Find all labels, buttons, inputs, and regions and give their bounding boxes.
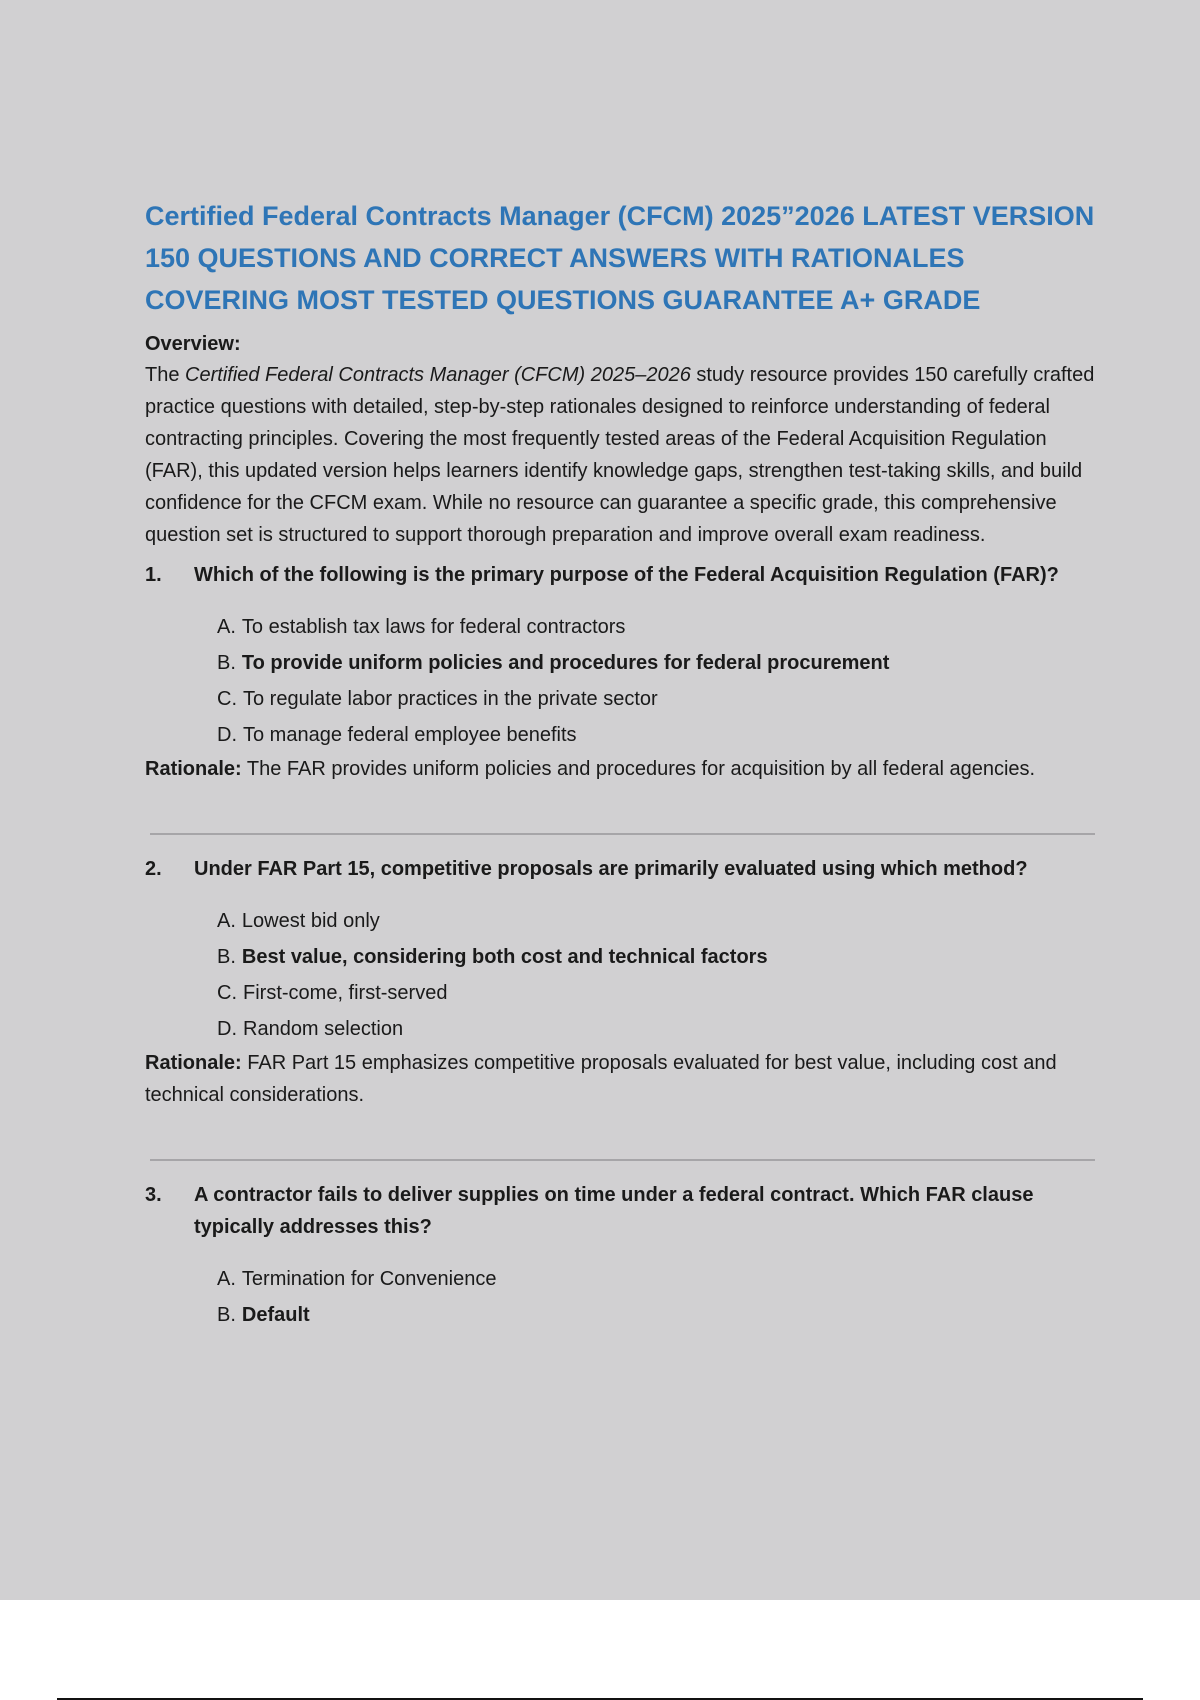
question-number: 3. — [145, 1184, 162, 1206]
answer-options — [145, 1261, 1095, 1333]
rationale — [145, 753, 1095, 785]
option-text: Lowest bid only — [241, 910, 380, 932]
option-letter: C. — [217, 982, 237, 1004]
answer-option-b-correct — [217, 1297, 1095, 1333]
option-letter: B. — [217, 946, 236, 968]
overview-intro: The — [145, 364, 186, 386]
document-content — [145, 195, 1095, 1333]
answer-option-a — [217, 1261, 1095, 1297]
answer-option-c — [217, 681, 1095, 717]
option-text: Default — [241, 1304, 310, 1326]
overview-paragraph — [145, 359, 1095, 551]
option-text: To regulate labor practices in the private sector — [243, 688, 658, 710]
option-text: To provide uniform policies and procedures for federal procurement — [241, 652, 890, 674]
answer-option-b-correct — [217, 645, 1095, 681]
question-text: Under FAR Part 15, competitive proposals are primarily evaluated using which method? — [194, 858, 1028, 880]
overview-heading: Overview: — [145, 333, 241, 355]
option-letter: B. — [217, 1304, 236, 1326]
answer-options — [145, 609, 1095, 753]
question-text: A contractor fails to deliver supplies on time under a federal contract. Which FAR clause typically addresses this? — [194, 1184, 1034, 1238]
document-title: Certified Federal Contracts Manager (CFCM) 2025”2026 LATEST VERSION 150 QUESTIONS AND CORRECT ANSWERS WITH RATIONALES COVERING MOST TESTED QUESTIONS GUARANTEE A+ GRADE — [145, 201, 1095, 315]
section-divider — [150, 833, 1095, 835]
question-heading — [145, 1179, 1095, 1243]
rationale-label: Rationale: — [145, 758, 242, 780]
option-letter: A. — [217, 616, 236, 638]
overview-italic-title: Certified Federal Contracts Manager (CFCM) 2025–2026 — [185, 364, 691, 386]
option-letter: D. — [217, 1018, 237, 1040]
rationale-text: FAR Part 15 emphasizes competitive proposals evaluated for best value, including cost and technical considerations. — [145, 1052, 1057, 1106]
option-letter: A. — [217, 910, 236, 932]
rationale-label: Rationale: — [145, 1052, 242, 1074]
answer-option-c — [217, 975, 1095, 1011]
option-letter: B. — [217, 652, 236, 674]
option-text: Termination for Convenience — [241, 1268, 497, 1290]
question-text: Which of the following is the primary purpose of the Federal Acquisition Regulation (FAR)? — [194, 564, 1059, 586]
question-1 — [145, 559, 1095, 785]
option-text: To establish tax laws for federal contractors — [241, 616, 626, 638]
question-3 — [145, 1179, 1095, 1333]
answer-options — [145, 903, 1095, 1047]
answer-option-a — [217, 609, 1095, 645]
option-text: First-come, first-served — [243, 982, 448, 1004]
answer-option-a — [217, 903, 1095, 939]
option-letter: D. — [217, 724, 237, 746]
rationale — [145, 1047, 1095, 1111]
option-text: To manage federal employee benefits — [243, 724, 577, 746]
rationale-text: The FAR provides uniform policies and procedures for acquisition by all federal agencies. — [241, 758, 1036, 780]
option-text: Random selection — [243, 1018, 404, 1040]
question-number: 1. — [145, 564, 162, 586]
option-letter: C. — [217, 688, 237, 710]
answer-option-d — [217, 1011, 1095, 1047]
option-text: Best value, considering both cost and technical factors — [241, 946, 768, 968]
answer-option-d — [217, 717, 1095, 753]
overview-body: study resource provides 150 carefully crafted practice questions with detailed, step-by-step rationales designed to reinforce understanding of federal contracting principles. Covering the most frequently tested areas of the Federal Acquisition Regulation (FAR), this updated version helps learners identify knowledge gaps, strengthen test-taking skills, and build confidence for the CFCM exam. While no resource can guarantee a specific grade, this comprehensive question set is structured to support thorough preparation and improve overall exam readiness. — [145, 364, 1095, 546]
answer-option-b-correct — [217, 939, 1095, 975]
question-2 — [145, 853, 1095, 1111]
question-number: 2. — [145, 858, 162, 880]
question-heading — [145, 559, 1095, 591]
option-letter: A. — [217, 1268, 236, 1290]
question-heading — [145, 853, 1095, 885]
section-divider — [150, 1159, 1095, 1161]
